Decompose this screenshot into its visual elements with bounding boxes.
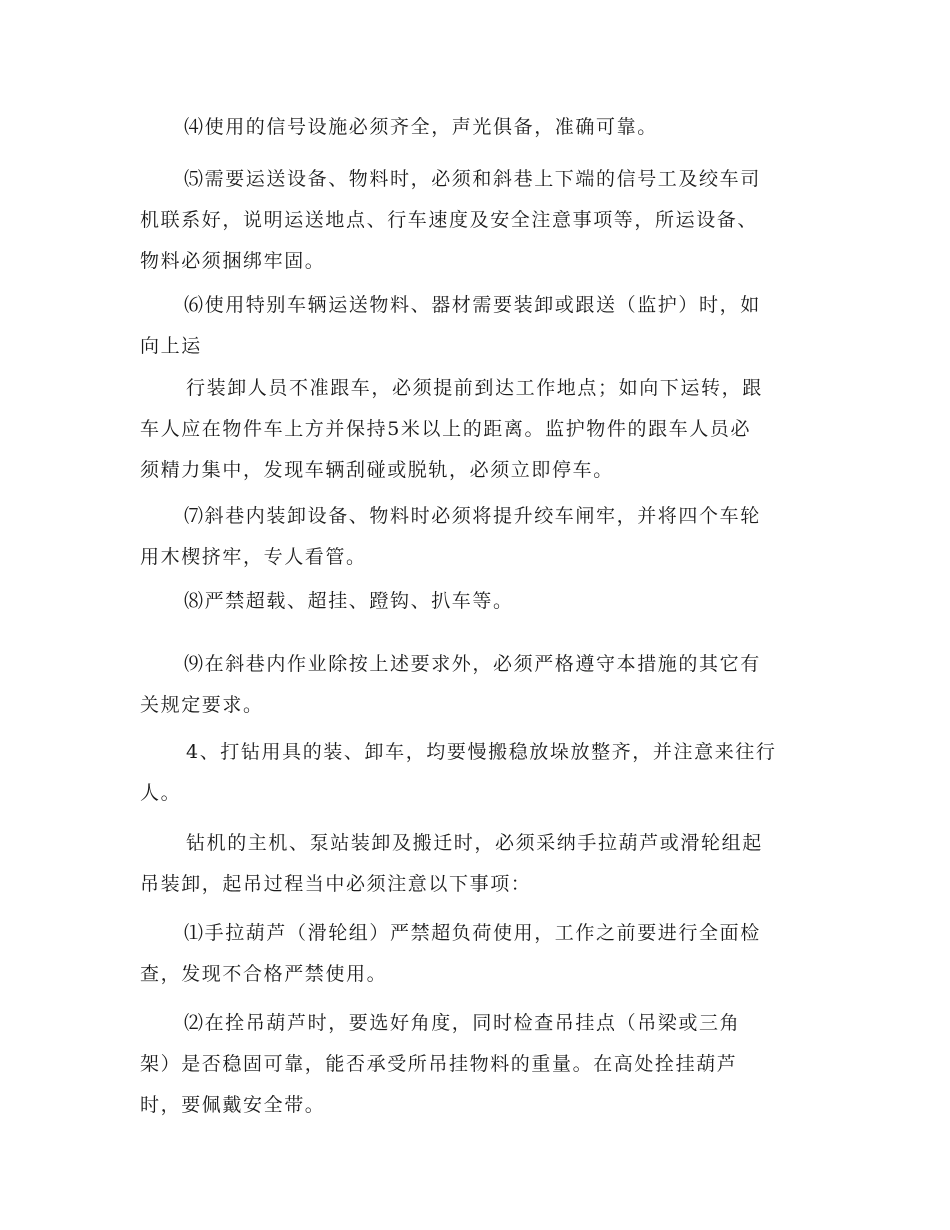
- text-line: ⑼在斜巷内作业除按上述要求外，必须严格遵守本措施的其它有: [184, 653, 761, 675]
- text-line: 行装卸人员不准跟车，必须提前到达工作地点；如向下运转，跟: [186, 377, 763, 399]
- text-line: 4、打钻用具的装、卸车，均要慢搬稳放垛放整齐，并注意来往行: [186, 741, 777, 763]
- text-line: 用木楔挤牢，专人看管。: [140, 546, 367, 568]
- paragraph-incline-rules: [140, 644, 810, 726]
- text-line: 钻机的主机、泵站装卸及搬迁时，必须采纳手拉葫芦或滑轮组起: [186, 832, 763, 854]
- text-line: ⑺斜巷内装卸设备、物料时必须将提升绞车闸牢，并将四个车轮: [184, 505, 761, 527]
- text-line: 时，要佩戴安全带。: [140, 1094, 326, 1116]
- text-line: 须精力集中，发现车辆刮碰或脱轨，必须立即停车。: [140, 459, 614, 481]
- text-line: 关规定要求。: [140, 694, 264, 716]
- paragraph-prohibitions: [140, 581, 810, 622]
- paragraph-hoisting-intro: [140, 823, 810, 905]
- paragraph-transport-contact: [140, 159, 810, 282]
- paragraph-hoist-load-limit: [140, 913, 810, 995]
- text-line: 向上运: [140, 335, 202, 357]
- text-line: 车人应在物件车上方并保持5米以上的距离。监护物件的跟车人员必: [140, 418, 752, 440]
- text-line: ⑵在拴吊葫芦时，要选好角度，同时检查吊挂点（吊梁或三角: [184, 1012, 741, 1034]
- paragraph-drill-loading: [140, 732, 810, 814]
- text-line: 物料必须捆绑牢固。: [140, 250, 326, 272]
- text-line: 机联系好，说明运送地点、行车速度及安全注意事项等，所运设备、: [140, 209, 759, 231]
- paragraph-signal-equipment: [140, 107, 810, 148]
- text-line: ⑷使用的信号设施必须齐全，声光俱备，准确可靠。: [184, 116, 658, 138]
- paragraph-winch-brake: [140, 496, 810, 578]
- text-line: 架）是否稳固可靠，能否承受所吊挂物料的重量。在高处拴挂葫芦: [140, 1053, 738, 1075]
- text-line: 吊装卸，起吊过程当中必须注意以下事项：: [140, 873, 532, 895]
- paragraph-special-vehicle: [140, 285, 810, 367]
- text-line: 查，发现不合格严禁使用。: [140, 963, 388, 985]
- paragraph-follow-car: [140, 368, 810, 491]
- text-line: ⑸需要运送设备、物料时，必须和斜巷上下端的信号工及绞车司: [184, 168, 761, 190]
- text-line: ⑻严禁超载、超挂、蹬钩、扒车等。: [184, 590, 514, 612]
- text-line: 人。: [140, 782, 182, 804]
- text-line: ⑴手拉葫芦（滑轮组）严禁超负荷使用，工作之前要进行全面检: [184, 922, 761, 944]
- text-line: ⑹使用特别车辆运送物料、器材需要装卸或跟送（监护）时，如: [184, 294, 761, 316]
- paragraph-hoist-anchoring: [140, 1003, 810, 1126]
